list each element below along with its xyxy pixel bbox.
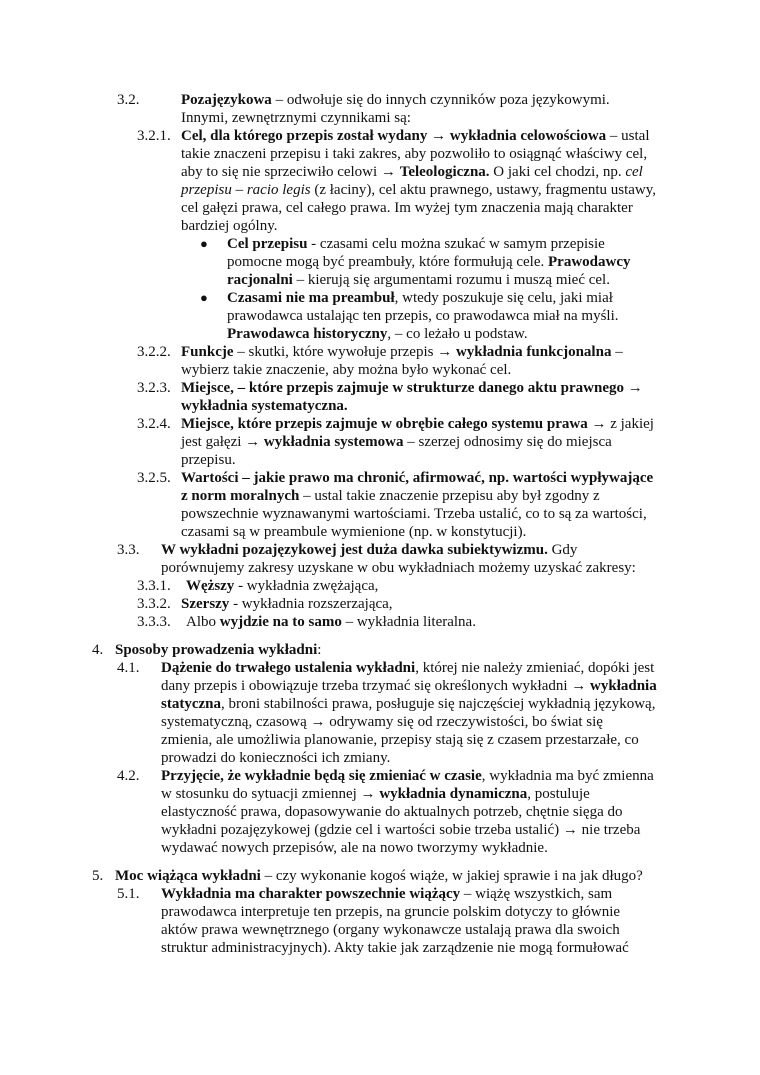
text-line: wykładnia systematyczna. xyxy=(181,398,348,414)
bullet-text: Czasami nie ma preambuł, wtedy poszukuje się celu, jaki miał xyxy=(227,290,613,306)
section-number: 5. xyxy=(92,868,104,884)
text-line: prawodawca interpretuje ten przepis, na gruncie polskim dotyczy to głównie xyxy=(161,904,621,920)
bullet-text: racjonalni – kierują się argumentami rozumu i muszą mieć cel. xyxy=(227,272,610,288)
text-line: powszechnie wyznawanymi wartościami. Trzeba ustalić, co to są za wartości, xyxy=(181,506,647,522)
section-heading: Cel, dla którego przepis został wydany → wykładnia celowościowa – ustal xyxy=(181,128,650,144)
section-number: 3.3.1. xyxy=(137,578,171,594)
text-line: przepisu – racio legis (z łaciny), cel aktu prawnego, ustawy, fragmentu ustawy, xyxy=(181,182,657,198)
text-line: aby to się nie sprzeciwiło celowi → Teleologiczna. O jaki cel chodzi, np. cel xyxy=(181,164,643,180)
text-line: prowadzi do konieczności ich zmiany. xyxy=(161,750,391,766)
list-item: Węższy - wykładnia zwężająca, xyxy=(186,578,379,594)
bullet-text: Prawodawca historyczny, – co leżało u podstaw. xyxy=(227,326,528,342)
text-line: przepisu. xyxy=(181,452,236,468)
section-heading: Miejsce, które przepis zajmuje w obrębie całego systemu prawa → z jakiej xyxy=(181,416,654,432)
section-number: 3.2. xyxy=(117,92,140,108)
text-line: statyczna, broni stabilności prawa, posługuje się najczęściej wykładnią językową, xyxy=(161,696,656,712)
bullet-text: Cel przepisu - czasami celu można szukać w samym przepisie xyxy=(227,236,605,252)
section-heading: W wykładni pozajęzykowej jest duża dawka subiektywizmu. Gdy xyxy=(161,542,578,558)
section-number: 3.3.3. xyxy=(137,614,171,630)
text-line: wykładni pozajęzykowej (gdzie cel i wartości sobie trzeba ustalić) → nie trzeba xyxy=(161,822,641,838)
text-line: wydawać nowych przepisów, ale na nowo tworzymy wykładnie. xyxy=(161,840,548,856)
bullet-icon: ● xyxy=(200,236,208,251)
text-line: z norm moralnych – ustal takie znaczenie przepisu aby był zgodny z xyxy=(181,488,600,504)
section-number: 5.1. xyxy=(117,886,140,902)
list-item: Szerszy - wykładnia rozszerzająca, xyxy=(181,596,393,612)
section-number: 3.2.3. xyxy=(137,380,171,396)
text-line: czasami są w preambule wymienione (np. w konstytucji). xyxy=(181,524,527,540)
text-line: cel gałęzi prawa, cel całego prawa. Im wyżej tym znaczenia mają charakter xyxy=(181,200,633,216)
text-line: struktur administracyjnych). Akty takie jak zarządzenie nie mogą formułować xyxy=(161,940,629,956)
section-heading: Wykładnia ma charakter powszechnie wiążący – wiążę wszystkich, sam xyxy=(161,886,613,902)
section-number: 4. xyxy=(92,642,104,658)
section-number: 4.2. xyxy=(117,768,140,784)
bullet-icon: ● xyxy=(200,290,208,305)
section-heading: Moc wiążąca wykładni – czy wykonanie kogoś wiąże, w jakiej sprawie i na jak długo? xyxy=(115,868,643,884)
section-heading: Dążenie do trwałego ustalenia wykładni, której nie należy zmieniać, dopóki jest xyxy=(161,660,655,676)
section-heading: Sposoby prowadzenia wykładni: xyxy=(115,642,322,658)
section-number: 3.2.1. xyxy=(137,128,171,144)
section-heading: Pozajęzykowa – odwołuje się do innych czynników poza językowymi. xyxy=(181,92,610,108)
section-number: 3.2.4. xyxy=(137,416,171,432)
bullet-text: pomocne mogą być preambuły, które formułują cele. Prawodawcy xyxy=(227,254,631,270)
bullet-text: prawodawca ustalając ten przepis, co prawodawca miał na myśli. xyxy=(227,308,619,324)
section-number: 3.3. xyxy=(117,542,140,558)
text-line: porównujemy zakresy uzyskane w obu wykładniach możemy uzyskać zakresy: xyxy=(161,560,636,576)
text-line: elastyczność prawa, dopasowywanie do aktualnych potrzeb, chętnie sięga do xyxy=(161,804,623,820)
text-line: Innymi, zewnętrznymi czynnikami są: xyxy=(181,110,411,126)
text-line: wybierz takie znaczenie, aby można było wykonać cel. xyxy=(181,362,512,378)
list-item: Albo wyjdzie na to samo – wykładnia literalna. xyxy=(186,614,476,630)
section-number: 3.3.2. xyxy=(137,596,171,612)
text-line: dany przepis i obowiązuje trzeba trzymać się określonych wykładni → wykładnia xyxy=(161,678,657,694)
text-line: bardziej ogólny. xyxy=(181,218,278,234)
text-line: takie znaczeni przepisu i taki zakres, aby pozwoliło to osiągnąć właściwy cel, xyxy=(181,146,648,162)
text-line: zmienia, ale umożliwia planowanie, przepisy stają się z czasem przestarzałe, co xyxy=(161,732,639,748)
text-line: jest gałęzi → wykładnia systemowa – szerzej odnosimy się do miejsca xyxy=(181,434,612,450)
section-heading: Przyjęcie, że wykładnie będą się zmieniać w czasie, wykładnia ma być zmienna xyxy=(161,768,654,784)
section-heading: Funkcje – skutki, które wywołuje przepis → wykładnia funkcjonalna – xyxy=(181,344,623,360)
text-line: systematyczną, czasową → odrywamy się od rzeczywistości, bo świat się xyxy=(161,714,603,730)
section-number: 4.1. xyxy=(117,660,140,676)
section-heading: Miejsce, – które przepis zajmuje w strukturze danego aktu prawnego → xyxy=(181,380,643,396)
section-heading: Wartości – jakie prawo ma chronić, afirmować, np. wartości wypływające xyxy=(181,470,654,486)
section-number: 3.2.2. xyxy=(137,344,171,360)
text-line: aktów prawa wewnętrznego (organy wykonawcze ustalają prawa dla swoich xyxy=(161,922,620,938)
section-number: 3.2.5. xyxy=(137,470,171,486)
text-line: w stosunku do sytuacji zmiennej → wykładnia dynamiczna, postuluje xyxy=(161,786,590,802)
